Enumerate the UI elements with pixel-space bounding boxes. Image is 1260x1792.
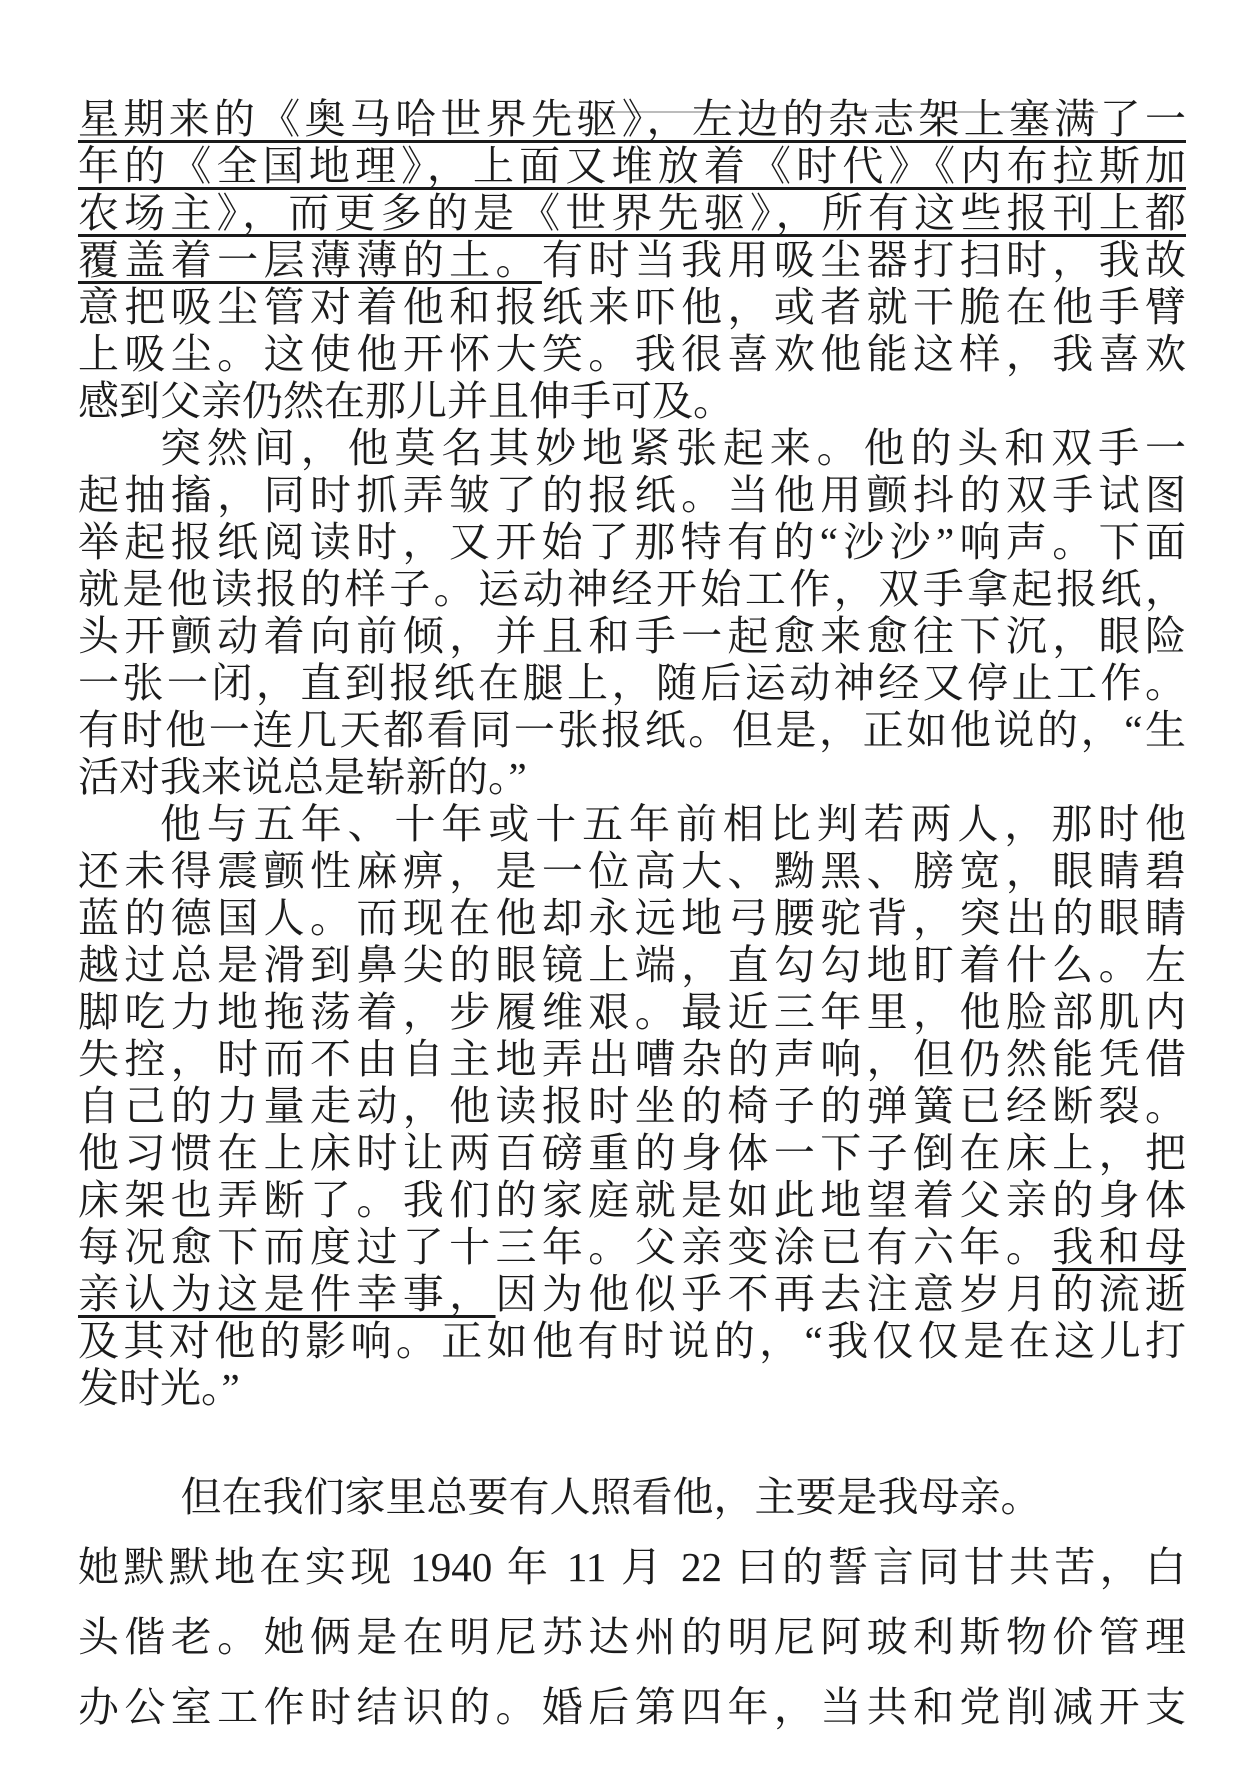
- underlined-text-segment: 亲认为这是件幸事，: [78, 1271, 496, 1317]
- text-line: [78, 1602, 1186, 1672]
- text-segment: 蓝的德国人。而现在他却永远地弓腰驼背，突出的眼睛: [78, 895, 1186, 941]
- text-line: [78, 707, 1186, 754]
- text-segment: 自己的力量走动，他读报时坐的椅子的弹簧已经断裂。: [78, 1083, 1186, 1129]
- text-line: [78, 989, 1186, 1036]
- text-segment: 失控，时而不由自主地弄出嘈杂的声响，但仍然能凭借: [78, 1036, 1186, 1082]
- text-line: [78, 848, 1186, 895]
- text-line: [78, 1318, 1186, 1365]
- text-line: [78, 143, 1186, 190]
- text-line: [78, 942, 1186, 989]
- closing-text-block: [78, 1462, 1186, 1742]
- text-segment: 起抽搐，同时抓弄皱了的报纸。当他用颤抖的双手试图: [78, 472, 1186, 518]
- text-line: [78, 1672, 1186, 1742]
- text-segment: 就是他读报的样子。运动神经开始工作，双手拿起报纸，: [78, 566, 1186, 612]
- text-line: [78, 331, 1186, 378]
- text-segment: 他习惯在上床时让两百磅重的身体一下子倒在床上，把: [78, 1130, 1186, 1176]
- text-line: [78, 1177, 1186, 1224]
- text-line: [78, 895, 1186, 942]
- text-line: [78, 1462, 1186, 1532]
- text-line: [78, 472, 1186, 519]
- text-segment: 头偕老。她俩是在明尼苏达州的明尼阿玻利斯物价管理: [78, 1614, 1186, 1660]
- text-segment: 感到父亲仍然在那儿并且伸手可及。: [78, 378, 734, 424]
- text-segment: 上吸尘。这使他开怀大笑。我很喜欢他能这样，我喜欢: [78, 331, 1186, 377]
- text-segment: 但在我们家里总要有人照看他，主要是我母亲。: [180, 1474, 1042, 1520]
- text-segment: 及其对他的影响。正如他有时说的，“我仅仅是在这儿打: [78, 1318, 1186, 1364]
- text-line: [78, 378, 1186, 425]
- text-line: [78, 96, 1186, 143]
- text-line: [78, 1271, 1186, 1318]
- text-line: [78, 1130, 1186, 1177]
- text-segment: 脚吃力地拖荡着，步履维艰。最近三年里，他脸部肌内: [78, 989, 1186, 1035]
- text-line: [78, 613, 1186, 660]
- text-segment: 他与五年、十年或十五年前相比判若两人，那时他: [160, 801, 1186, 847]
- text-line: [78, 1365, 1186, 1412]
- text-line: [78, 754, 1186, 801]
- main-text-block: [78, 96, 1186, 1412]
- text-line: [78, 190, 1186, 237]
- text-line: [78, 801, 1186, 848]
- text-line: [78, 566, 1186, 613]
- text-segment: 发时光。”: [78, 1365, 240, 1411]
- underlined-text-segment: 我和母: [1052, 1224, 1186, 1270]
- text-segment: 活对我来说总是崭新的。”: [78, 754, 527, 800]
- text-segment: 还未得震颤性麻痹，是一位高大、黝黑、膀宽，眼睛碧: [78, 848, 1186, 894]
- text-segment: 突然间，他莫名其妙地紧张起来。他的头和双手一: [160, 425, 1186, 471]
- underlined-text-segment: 覆盖着一层薄薄的土。: [78, 237, 542, 283]
- underlined-text-segment: 年的《全国地理》，上面又堆放着《时代》《内布拉斯加: [78, 143, 1186, 189]
- underlined-text-segment: 星期来的《奥马哈世界先驱》，左边的杂志架上塞满了一: [78, 96, 1186, 142]
- text-line: [78, 660, 1186, 707]
- text-line: [78, 425, 1186, 472]
- text-line: [78, 284, 1186, 331]
- text-segment: 有时当我用吸尘器打扫时，我故: [541, 237, 1186, 283]
- text-segment: 举起报纸阅读时，又开始了那特有的“沙沙”响声。下面: [78, 519, 1186, 565]
- text-segment: 办公室工作时结识的。婚后第四年，当共和党削减开支: [78, 1684, 1186, 1730]
- text-line: [78, 1532, 1186, 1602]
- text-segment: 意把吸尘管对着他和报纸来吓他，或者就干脆在他手臂: [78, 284, 1186, 330]
- text-segment: 因为他似乎不再去注意岁月的流逝: [495, 1271, 1186, 1317]
- text-segment: 有时他一连几天都看同一张报纸。但是，正如他说的，“生: [78, 707, 1186, 753]
- text-segment: 一张一闭，直到报纸在腿上，随后运动神经又停止工作。: [78, 660, 1186, 706]
- text-segment: 床架也弄断了。我们的家庭就是如此地望着父亲的身体: [78, 1177, 1186, 1223]
- text-line: [78, 1083, 1186, 1130]
- text-segment: 每况愈下而度过了十三年。父亲变涂已有六年。: [78, 1224, 1053, 1270]
- text-block: [78, 96, 1186, 1742]
- text-line: [78, 519, 1186, 566]
- text-line: [78, 1036, 1186, 1083]
- text-segment: 头开颤动着向前倾，并且和手一起愈来愈往下沉，眼险: [78, 613, 1186, 659]
- text-line: [78, 1224, 1186, 1271]
- text-segment: 越过总是滑到鼻尖的眼镜上端，直勾勾地盯着什么。左: [78, 942, 1186, 988]
- text-segment: 她默默地在实现 1940 年 11 月 22 曰的誓言同甘共苦，白: [78, 1544, 1186, 1590]
- underlined-text-segment: 农场主》，而更多的是《世界先驱》，所有这些报刊上都: [78, 190, 1186, 236]
- text-line: [78, 237, 1186, 284]
